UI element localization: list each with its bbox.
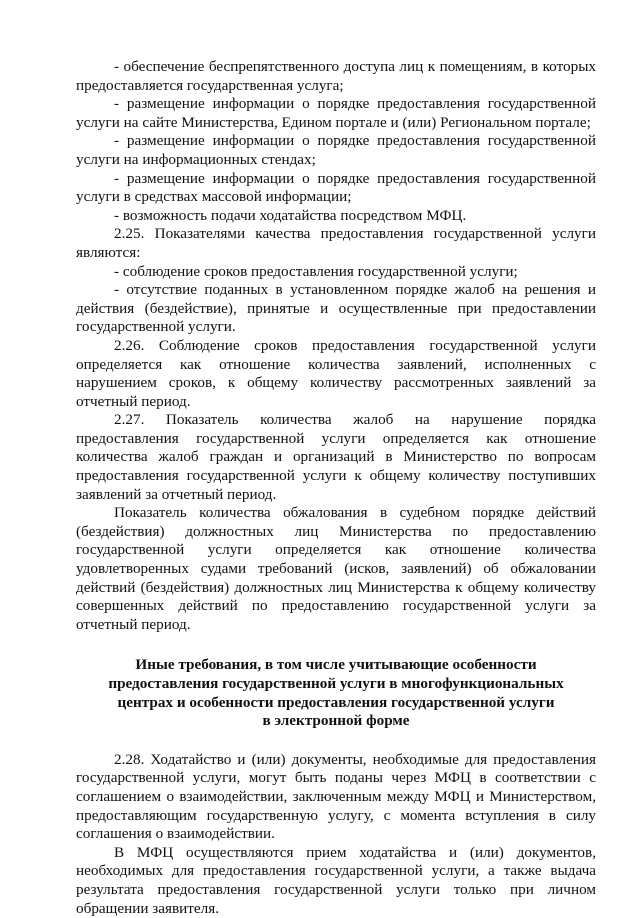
document-page <box>76 58 596 918</box>
paragraph-court-appeals: Показатель количества обжалования в судебном порядке действий (бездействия) должностных лиц Министерства по предоставлению государственной услуги определяется как отношение количества удовлетворенных судами требований (исков, заявлений) об обжаловании действий (бездействия) должностных лиц Министерства к общему количеству совершенных действий по предоставлению государственной услуги за отчетный период. <box>76 504 596 633</box>
paragraph-2-28: 2.28. Ходатайство и (или) документы, необходимые для предоставления государственной услуги, могут быть поданы через МФЦ в соответствии с соглашением о взаимодействии, заключенным между МФЦ и Министерством, предоставляющим государственную услугу, с момента вступления в силу соглашения о взаимодействии. <box>76 750 596 843</box>
paragraph-info-website: - размещение информации о порядке предоставления государственной услуги на сайте Министерства, Едином портале и (или) Региональном портале; <box>76 95 596 131</box>
paragraph-mfc-submission: - возможность подачи ходатайства посредством МФЦ. <box>114 206 467 224</box>
paragraph-access-premises: - обеспечение беспрепятственного доступа лиц к помещениям, в которых предоставляется государственная услуга; <box>76 58 596 94</box>
paragraph-2-25: 2.25. Показателями качества предоставления государственной услуги являются: <box>76 225 596 261</box>
section-heading-line: предоставления государственной услуги в многофункциональных <box>108 675 564 692</box>
paragraph-deadlines-compliance: - соблюдение сроков предоставления государственной услуги; <box>114 262 518 280</box>
section-heading <box>76 656 596 730</box>
paragraph-info-media: - размещение информации о порядке предоставления государственной услуги в средствах массовой информации; <box>76 169 596 206</box>
paragraph-no-complaints: - отсутствие поданных в установленном порядке жалоб на решения и действия (бездействие), принятые и осуществленные при предоставлении государственной услуги. <box>76 281 596 336</box>
paragraph-mfc-reception: В МФЦ осуществляются прием ходатайства и (или) документов, необходимых для предоставления государственной услуги, а также выдача результата предоставления государственной услуги только при личном обращении заявителя. <box>76 843 596 917</box>
section-heading-line: в электронной форме <box>262 712 410 730</box>
paragraph-info-stands: - размещение информации о порядке предоставления государственной услуги на информационных стендах; <box>76 132 596 168</box>
paragraph-2-27: 2.27. Показатель количества жалоб на нарушение порядка предоставления государственной услуги определяется как отношение количества жалоб граждан и организаций в Министерство по вопросам предоставления государственной услуги к общему количеству поступивших заявлений за отчетный период. <box>76 411 596 503</box>
section-heading-line: центрах и особенности предоставления государственной услуги <box>117 693 555 711</box>
paragraph-2-26: 2.26. Соблюдение сроков предоставления государственной услуги определяется как отношение количества заявлений, исполненных с нарушением сроков, к общему количеству рассмотренных заявлений за отчетный период. <box>76 336 596 410</box>
section-heading-line: Иные требования, в том числе учитывающие особенности <box>135 656 537 674</box>
